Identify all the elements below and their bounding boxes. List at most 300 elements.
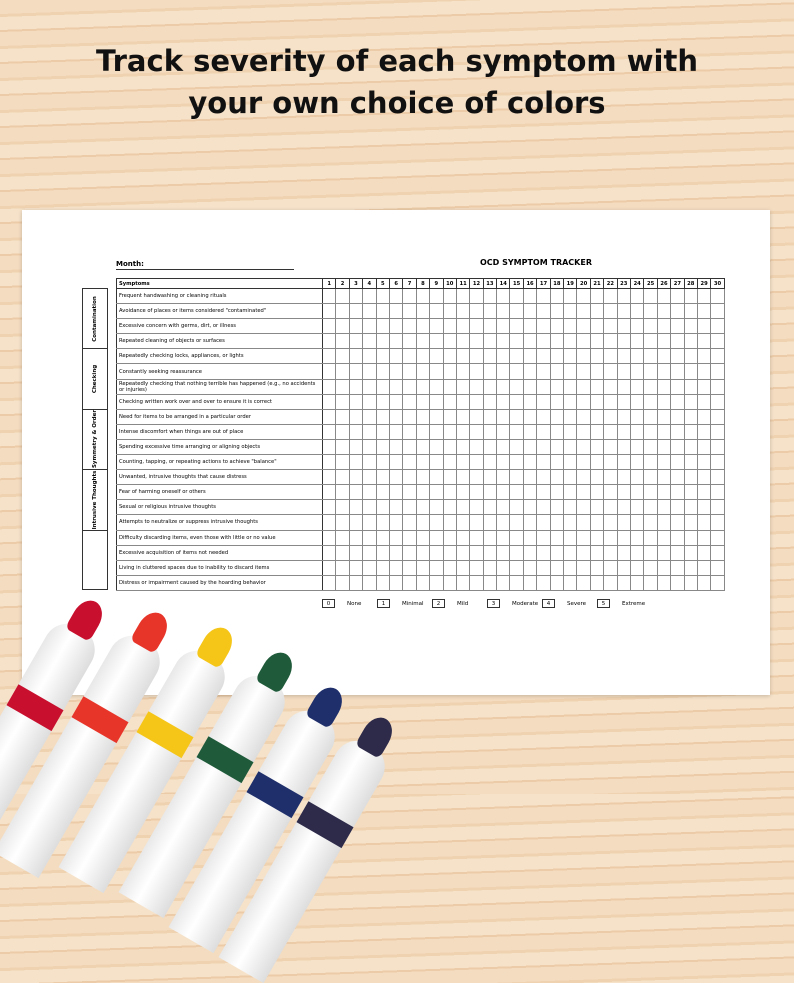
day-cell[interactable] [590, 560, 603, 575]
day-cell[interactable] [430, 394, 443, 409]
day-cell[interactable] [456, 485, 469, 500]
day-cell[interactable] [577, 394, 590, 409]
day-cell[interactable] [456, 349, 469, 364]
day-cell[interactable] [617, 575, 630, 590]
day-cell[interactable] [564, 319, 577, 334]
day-cell[interactable] [644, 409, 657, 424]
day-cell[interactable] [483, 289, 496, 304]
day-cell[interactable] [363, 409, 376, 424]
day-cell[interactable] [497, 560, 510, 575]
day-cell[interactable] [336, 485, 349, 500]
day-cell[interactable] [671, 409, 684, 424]
day-cell[interactable] [430, 409, 443, 424]
day-cell[interactable] [590, 500, 603, 515]
day-cell[interactable] [523, 304, 536, 319]
day-cell[interactable] [711, 530, 724, 545]
day-cell[interactable] [523, 364, 536, 379]
day-cell[interactable] [671, 515, 684, 530]
day-cell[interactable] [590, 364, 603, 379]
day-cell[interactable] [470, 560, 483, 575]
day-cell[interactable] [323, 409, 336, 424]
day-cell[interactable] [657, 485, 670, 500]
day-cell[interactable] [657, 289, 670, 304]
day-cell[interactable] [590, 575, 603, 590]
day-cell[interactable] [456, 319, 469, 334]
day-cell[interactable] [617, 455, 630, 470]
day-cell[interactable] [577, 575, 590, 590]
day-cell[interactable] [336, 379, 349, 394]
day-cell[interactable] [697, 334, 710, 349]
day-cell[interactable] [523, 439, 536, 454]
day-cell[interactable] [577, 304, 590, 319]
day-cell[interactable] [363, 394, 376, 409]
day-cell[interactable] [510, 439, 523, 454]
day-cell[interactable] [523, 560, 536, 575]
day-cell[interactable] [590, 304, 603, 319]
day-cell[interactable] [510, 289, 523, 304]
day-cell[interactable] [483, 560, 496, 575]
day-cell[interactable] [430, 500, 443, 515]
day-cell[interactable] [470, 575, 483, 590]
day-cell[interactable] [577, 379, 590, 394]
day-cell[interactable] [523, 334, 536, 349]
day-cell[interactable] [456, 575, 469, 590]
day-cell[interactable] [697, 304, 710, 319]
day-cell[interactable] [697, 470, 710, 485]
day-cell[interactable] [389, 485, 402, 500]
day-cell[interactable] [630, 545, 643, 560]
day-cell[interactable] [403, 409, 416, 424]
day-cell[interactable] [349, 439, 362, 454]
day-cell[interactable] [697, 545, 710, 560]
day-cell[interactable] [349, 379, 362, 394]
day-cell[interactable] [711, 319, 724, 334]
day-cell[interactable] [630, 289, 643, 304]
day-cell[interactable] [430, 364, 443, 379]
day-cell[interactable] [376, 364, 389, 379]
day-cell[interactable] [550, 560, 563, 575]
day-cell[interactable] [671, 379, 684, 394]
day-cell[interactable] [577, 545, 590, 560]
day-cell[interactable] [644, 455, 657, 470]
day-cell[interactable] [644, 575, 657, 590]
day-cell[interactable] [657, 334, 670, 349]
day-cell[interactable] [523, 470, 536, 485]
day-cell[interactable] [604, 349, 617, 364]
day-cell[interactable] [510, 349, 523, 364]
day-cell[interactable] [323, 515, 336, 530]
day-cell[interactable] [671, 439, 684, 454]
day-cell[interactable] [389, 500, 402, 515]
day-cell[interactable] [456, 545, 469, 560]
day-cell[interactable] [711, 394, 724, 409]
day-cell[interactable] [443, 470, 456, 485]
day-cell[interactable] [550, 304, 563, 319]
day-cell[interactable] [590, 379, 603, 394]
day-cell[interactable] [657, 319, 670, 334]
day-cell[interactable] [537, 364, 550, 379]
day-cell[interactable] [456, 530, 469, 545]
day-cell[interactable] [657, 530, 670, 545]
day-cell[interactable] [483, 394, 496, 409]
day-cell[interactable] [430, 575, 443, 590]
day-cell[interactable] [470, 334, 483, 349]
day-cell[interactable] [630, 455, 643, 470]
day-cell[interactable] [376, 500, 389, 515]
day-cell[interactable] [630, 319, 643, 334]
day-cell[interactable] [389, 394, 402, 409]
day-cell[interactable] [684, 545, 697, 560]
day-cell[interactable] [403, 485, 416, 500]
day-cell[interactable] [630, 334, 643, 349]
day-cell[interactable] [510, 500, 523, 515]
day-cell[interactable] [376, 379, 389, 394]
day-cell[interactable] [684, 379, 697, 394]
day-cell[interactable] [684, 319, 697, 334]
day-cell[interactable] [443, 545, 456, 560]
day-cell[interactable] [523, 500, 536, 515]
day-cell[interactable] [577, 409, 590, 424]
day-cell[interactable] [376, 334, 389, 349]
day-cell[interactable] [376, 455, 389, 470]
day-cell[interactable] [644, 424, 657, 439]
day-cell[interactable] [684, 560, 697, 575]
day-cell[interactable] [497, 455, 510, 470]
day-cell[interactable] [644, 485, 657, 500]
day-cell[interactable] [684, 424, 697, 439]
day-cell[interactable] [349, 334, 362, 349]
day-cell[interactable] [617, 334, 630, 349]
day-cell[interactable] [349, 289, 362, 304]
day-cell[interactable] [671, 394, 684, 409]
day-cell[interactable] [537, 545, 550, 560]
day-cell[interactable] [550, 364, 563, 379]
day-cell[interactable] [389, 560, 402, 575]
day-cell[interactable] [389, 334, 402, 349]
day-cell[interactable] [684, 500, 697, 515]
day-cell[interactable] [483, 500, 496, 515]
day-cell[interactable] [389, 409, 402, 424]
day-cell[interactable] [550, 530, 563, 545]
day-cell[interactable] [550, 575, 563, 590]
day-cell[interactable] [430, 439, 443, 454]
day-cell[interactable] [430, 515, 443, 530]
day-cell[interactable] [644, 379, 657, 394]
day-cell[interactable] [456, 424, 469, 439]
day-cell[interactable] [497, 334, 510, 349]
day-cell[interactable] [416, 545, 429, 560]
day-cell[interactable] [697, 575, 710, 590]
day-cell[interactable] [430, 424, 443, 439]
day-cell[interactable] [443, 364, 456, 379]
day-cell[interactable] [483, 575, 496, 590]
day-cell[interactable] [564, 424, 577, 439]
day-cell[interactable] [564, 379, 577, 394]
day-cell[interactable] [644, 560, 657, 575]
day-cell[interactable] [336, 515, 349, 530]
day-cell[interactable] [416, 379, 429, 394]
day-cell[interactable] [697, 349, 710, 364]
day-cell[interactable] [537, 319, 550, 334]
day-cell[interactable] [617, 515, 630, 530]
day-cell[interactable] [510, 409, 523, 424]
day-cell[interactable] [497, 304, 510, 319]
day-cell[interactable] [323, 289, 336, 304]
day-cell[interactable] [564, 485, 577, 500]
day-cell[interactable] [711, 379, 724, 394]
day-cell[interactable] [564, 334, 577, 349]
day-cell[interactable] [604, 470, 617, 485]
day-cell[interactable] [389, 545, 402, 560]
day-cell[interactable] [523, 379, 536, 394]
day-cell[interactable] [550, 409, 563, 424]
day-cell[interactable] [403, 424, 416, 439]
day-cell[interactable] [470, 349, 483, 364]
day-cell[interactable] [456, 304, 469, 319]
day-cell[interactable] [697, 439, 710, 454]
day-cell[interactable] [537, 515, 550, 530]
day-cell[interactable] [630, 560, 643, 575]
day-cell[interactable] [590, 319, 603, 334]
day-cell[interactable] [416, 500, 429, 515]
day-cell[interactable] [497, 439, 510, 454]
day-cell[interactable] [537, 349, 550, 364]
day-cell[interactable] [644, 349, 657, 364]
day-cell[interactable] [604, 560, 617, 575]
day-cell[interactable] [604, 319, 617, 334]
day-cell[interactable] [711, 575, 724, 590]
day-cell[interactable] [684, 530, 697, 545]
day-cell[interactable] [657, 500, 670, 515]
day-cell[interactable] [711, 304, 724, 319]
day-cell[interactable] [403, 560, 416, 575]
day-cell[interactable] [577, 334, 590, 349]
day-cell[interactable] [363, 334, 376, 349]
day-cell[interactable] [497, 500, 510, 515]
day-cell[interactable] [403, 319, 416, 334]
day-cell[interactable] [497, 515, 510, 530]
day-cell[interactable] [416, 424, 429, 439]
day-cell[interactable] [684, 304, 697, 319]
day-cell[interactable] [430, 349, 443, 364]
day-cell[interactable] [443, 289, 456, 304]
day-cell[interactable] [537, 409, 550, 424]
day-cell[interactable] [497, 409, 510, 424]
day-cell[interactable] [671, 304, 684, 319]
day-cell[interactable] [376, 349, 389, 364]
day-cell[interactable] [323, 470, 336, 485]
day-cell[interactable] [657, 349, 670, 364]
day-cell[interactable] [617, 545, 630, 560]
day-cell[interactable] [630, 379, 643, 394]
day-cell[interactable] [403, 379, 416, 394]
day-cell[interactable] [644, 500, 657, 515]
day-cell[interactable] [697, 289, 710, 304]
day-cell[interactable] [684, 394, 697, 409]
day-cell[interactable] [671, 289, 684, 304]
day-cell[interactable] [416, 409, 429, 424]
day-cell[interactable] [323, 364, 336, 379]
day-cell[interactable] [577, 424, 590, 439]
day-cell[interactable] [403, 455, 416, 470]
day-cell[interactable] [644, 304, 657, 319]
day-cell[interactable] [443, 334, 456, 349]
day-cell[interactable] [604, 455, 617, 470]
day-cell[interactable] [577, 455, 590, 470]
day-cell[interactable] [510, 515, 523, 530]
day-cell[interactable] [456, 289, 469, 304]
day-cell[interactable] [403, 545, 416, 560]
day-cell[interactable] [403, 304, 416, 319]
day-cell[interactable] [456, 470, 469, 485]
day-cell[interactable] [483, 530, 496, 545]
day-cell[interactable] [416, 575, 429, 590]
day-cell[interactable] [363, 470, 376, 485]
day-cell[interactable] [630, 530, 643, 545]
day-cell[interactable] [671, 470, 684, 485]
day-cell[interactable] [617, 379, 630, 394]
day-cell[interactable] [684, 575, 697, 590]
day-cell[interactable] [510, 424, 523, 439]
day-cell[interactable] [349, 304, 362, 319]
day-cell[interactable] [630, 304, 643, 319]
day-cell[interactable] [671, 530, 684, 545]
day-cell[interactable] [363, 364, 376, 379]
day-cell[interactable] [483, 455, 496, 470]
day-cell[interactable] [564, 439, 577, 454]
day-cell[interactable] [363, 560, 376, 575]
day-cell[interactable] [711, 560, 724, 575]
day-cell[interactable] [550, 439, 563, 454]
day-cell[interactable] [456, 500, 469, 515]
day-cell[interactable] [336, 500, 349, 515]
day-cell[interactable] [497, 364, 510, 379]
day-cell[interactable] [604, 334, 617, 349]
day-cell[interactable] [644, 530, 657, 545]
day-cell[interactable] [711, 409, 724, 424]
day-cell[interactable] [644, 470, 657, 485]
day-cell[interactable] [416, 455, 429, 470]
day-cell[interactable] [349, 319, 362, 334]
day-cell[interactable] [564, 304, 577, 319]
day-cell[interactable] [349, 560, 362, 575]
day-cell[interactable] [403, 530, 416, 545]
day-cell[interactable] [604, 409, 617, 424]
day-cell[interactable] [443, 560, 456, 575]
day-cell[interactable] [336, 334, 349, 349]
day-cell[interactable] [403, 334, 416, 349]
day-cell[interactable] [336, 424, 349, 439]
day-cell[interactable] [456, 455, 469, 470]
day-cell[interactable] [430, 530, 443, 545]
day-cell[interactable] [443, 530, 456, 545]
day-cell[interactable] [389, 455, 402, 470]
day-cell[interactable] [430, 289, 443, 304]
day-cell[interactable] [697, 515, 710, 530]
day-cell[interactable] [657, 560, 670, 575]
day-cell[interactable] [456, 379, 469, 394]
day-cell[interactable] [470, 379, 483, 394]
day-cell[interactable] [416, 470, 429, 485]
day-cell[interactable] [564, 455, 577, 470]
day-cell[interactable] [564, 349, 577, 364]
day-cell[interactable] [630, 364, 643, 379]
day-cell[interactable] [323, 379, 336, 394]
day-cell[interactable] [537, 334, 550, 349]
day-cell[interactable] [416, 439, 429, 454]
day-cell[interactable] [711, 349, 724, 364]
day-cell[interactable] [403, 515, 416, 530]
day-cell[interactable] [389, 530, 402, 545]
day-cell[interactable] [403, 289, 416, 304]
day-cell[interactable] [590, 349, 603, 364]
day-cell[interactable] [389, 379, 402, 394]
day-cell[interactable] [617, 364, 630, 379]
day-cell[interactable] [323, 500, 336, 515]
day-cell[interactable] [523, 349, 536, 364]
day-cell[interactable] [497, 319, 510, 334]
day-cell[interactable] [483, 319, 496, 334]
day-cell[interactable] [470, 304, 483, 319]
day-cell[interactable] [697, 455, 710, 470]
day-cell[interactable] [550, 319, 563, 334]
day-cell[interactable] [363, 500, 376, 515]
day-cell[interactable] [604, 545, 617, 560]
day-cell[interactable] [510, 334, 523, 349]
day-cell[interactable] [349, 485, 362, 500]
day-cell[interactable] [497, 530, 510, 545]
day-cell[interactable] [497, 485, 510, 500]
day-cell[interactable] [336, 545, 349, 560]
day-cell[interactable] [604, 530, 617, 545]
day-cell[interactable] [697, 530, 710, 545]
day-cell[interactable] [497, 545, 510, 560]
day-cell[interactable] [537, 560, 550, 575]
day-cell[interactable] [510, 575, 523, 590]
day-cell[interactable] [644, 439, 657, 454]
day-cell[interactable] [590, 545, 603, 560]
day-cell[interactable] [443, 319, 456, 334]
day-cell[interactable] [497, 575, 510, 590]
day-cell[interactable] [376, 409, 389, 424]
day-cell[interactable] [443, 379, 456, 394]
day-cell[interactable] [711, 455, 724, 470]
day-cell[interactable] [483, 439, 496, 454]
day-cell[interactable] [497, 394, 510, 409]
day-cell[interactable] [336, 560, 349, 575]
day-cell[interactable] [323, 424, 336, 439]
day-cell[interactable] [336, 470, 349, 485]
day-cell[interactable] [523, 319, 536, 334]
day-cell[interactable] [376, 319, 389, 334]
day-cell[interactable] [470, 364, 483, 379]
day-cell[interactable] [537, 394, 550, 409]
day-cell[interactable] [604, 439, 617, 454]
day-cell[interactable] [376, 394, 389, 409]
day-cell[interactable] [416, 394, 429, 409]
day-cell[interactable] [376, 560, 389, 575]
day-cell[interactable] [684, 470, 697, 485]
day-cell[interactable] [430, 379, 443, 394]
day-cell[interactable] [456, 364, 469, 379]
day-cell[interactable] [564, 515, 577, 530]
day-cell[interactable] [604, 515, 617, 530]
day-cell[interactable] [590, 530, 603, 545]
day-cell[interactable] [711, 515, 724, 530]
day-cell[interactable] [363, 575, 376, 590]
day-cell[interactable] [510, 455, 523, 470]
day-cell[interactable] [644, 545, 657, 560]
